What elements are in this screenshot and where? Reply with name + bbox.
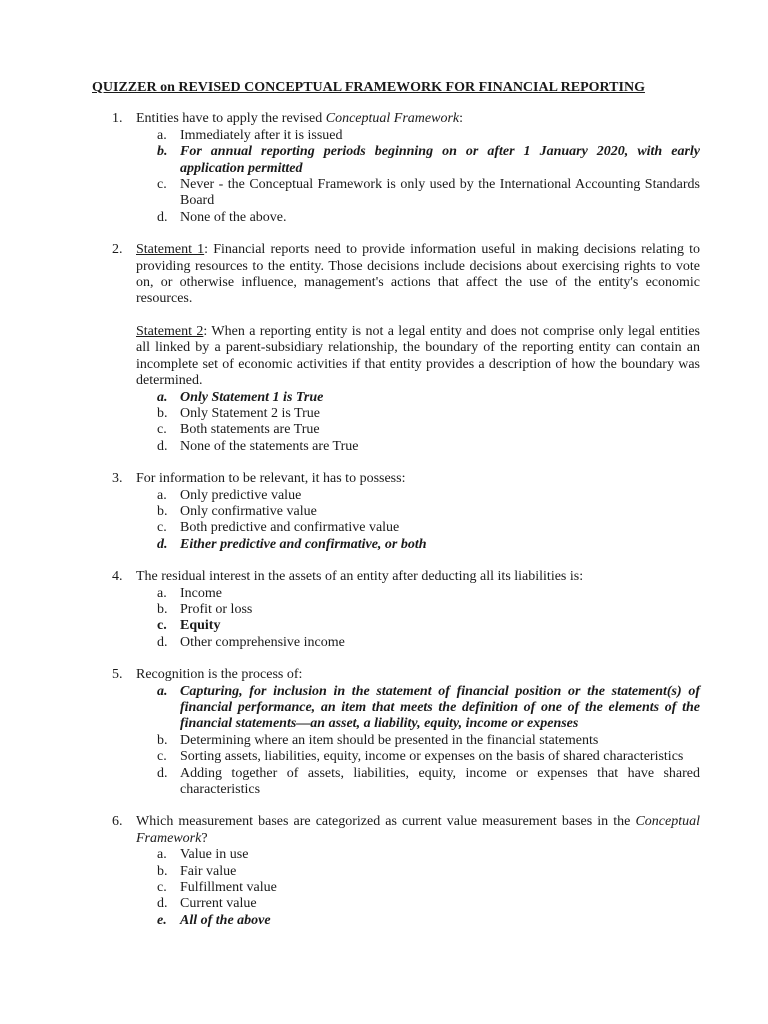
question-4 xyxy=(92,569,700,651)
option-letter: d. xyxy=(157,209,168,225)
option-letter: c. xyxy=(157,520,167,536)
option-letter: a. xyxy=(157,585,167,601)
option-d-answer xyxy=(136,537,700,553)
option-list xyxy=(136,390,700,456)
option-letter: a. xyxy=(157,847,167,863)
question-text xyxy=(136,814,700,847)
question-text: The residual interest in the assets of an entity after deducting all its liabilities is: xyxy=(136,569,584,585)
option-text: Current value xyxy=(180,896,257,912)
statement-2 xyxy=(136,324,700,390)
option-b xyxy=(136,864,700,880)
option-letter: d. xyxy=(157,896,168,912)
statement-text: : Financial reports need to provide information useful in making decisions relating to providing resources to the entity. Those decisions include decisions about exercising rights to vote on, or otherwise influence, management's actions that affect the use of the entity's economic resources. xyxy=(136,242,700,307)
option-text: Both predictive and confirmative value xyxy=(180,520,400,536)
question-text-italic: Conceptual Framework xyxy=(136,814,700,846)
option-letter: b. xyxy=(157,405,168,421)
option-letter: a. xyxy=(157,389,168,405)
option-a-answer xyxy=(136,684,700,733)
option-text: None of the statements are True xyxy=(180,438,359,454)
option-text: Either predictive and confirmative, or both xyxy=(180,536,427,552)
option-d xyxy=(136,766,700,799)
question-5 xyxy=(92,667,700,798)
option-d xyxy=(136,210,700,226)
option-a xyxy=(136,586,700,602)
option-letter: d. xyxy=(157,536,168,552)
option-letter: c. xyxy=(157,880,167,896)
question-text xyxy=(136,242,700,389)
option-a xyxy=(136,128,700,144)
option-b-answer xyxy=(136,144,700,177)
option-text: Other comprehensive income xyxy=(180,634,345,650)
option-text: Only Statement 2 is True xyxy=(180,405,321,421)
option-letter: a. xyxy=(157,127,167,143)
option-text: Value in use xyxy=(180,847,249,863)
question-1 xyxy=(92,111,700,226)
option-letter: b. xyxy=(157,732,168,748)
option-letter: b. xyxy=(157,144,168,160)
question-text-part: Entities have to apply the revised xyxy=(136,111,326,127)
statement-label: Statement 2 xyxy=(136,323,204,339)
question-number: 2. xyxy=(112,242,123,258)
option-letter: c. xyxy=(157,422,167,438)
option-letter: c. xyxy=(157,618,167,634)
question-2 xyxy=(92,242,700,455)
option-text: Both statements are True xyxy=(180,422,320,438)
option-list xyxy=(136,488,700,554)
option-letter: c. xyxy=(157,177,167,193)
option-list xyxy=(136,847,700,929)
option-b xyxy=(136,733,700,749)
option-letter: d. xyxy=(157,765,168,781)
option-text: Determining where an item should be presented in the financial statements xyxy=(180,732,599,748)
page-title: QUIZZER on REVISED CONCEPTUAL FRAMEWORK FOR FINANCIAL REPORTING xyxy=(92,80,645,95)
question-6 xyxy=(92,814,700,929)
statement-1 xyxy=(136,242,700,308)
option-text: Fulfillment value xyxy=(180,880,277,896)
option-letter: d. xyxy=(157,438,168,454)
option-text: Capturing, for inclusion in the statement of financial position or the statement(s) of financial performance, an item that meets the definition of one of the elements of the financial statements—an asset, a liability, equity, income or expenses xyxy=(180,683,700,732)
option-text: Only predictive value xyxy=(180,487,302,503)
option-text: Fair value xyxy=(180,863,237,879)
statement-text: : When a reporting entity is not a legal entity and does not comprise only legal entities all linked by a parent-subsidiary relationship, the boundary of the reporting entity can contain an incomplete set of economic activities if that entity provides a description of how the boundary was determined. xyxy=(136,323,700,389)
option-c xyxy=(136,749,700,765)
question-3 xyxy=(92,471,700,553)
option-text: Equity xyxy=(180,618,221,634)
option-c-answer xyxy=(136,618,700,634)
option-text: Income xyxy=(180,585,222,601)
option-text: For annual reporting periods beginning on or after 1 January 2020, with early application permitted xyxy=(180,144,700,176)
option-a xyxy=(136,488,700,504)
option-text: None of the above. xyxy=(180,209,287,225)
option-c xyxy=(136,880,700,896)
option-b xyxy=(136,602,700,618)
option-a xyxy=(136,847,700,863)
option-letter: b. xyxy=(157,503,168,519)
option-c xyxy=(136,177,700,210)
option-text: Only Statement 1 is True xyxy=(180,389,324,405)
question-text xyxy=(136,111,700,127)
option-b xyxy=(136,504,700,520)
option-letter: e. xyxy=(157,912,167,928)
question-number: 1. xyxy=(112,111,123,127)
question-text: For information to be relevant, it has to possess: xyxy=(136,471,406,487)
option-text: Adding together of assets, liabilities, equity, income or expenses that have shared characteristics xyxy=(180,765,700,798)
option-letter: a. xyxy=(157,487,167,503)
option-letter: b. xyxy=(157,863,168,879)
question-number: 4. xyxy=(112,569,123,585)
option-d xyxy=(136,635,700,651)
option-d xyxy=(136,439,700,455)
option-d xyxy=(136,896,700,912)
question-text: Recognition is the process of: xyxy=(136,667,303,683)
option-c xyxy=(136,520,700,536)
option-list xyxy=(136,684,700,799)
option-e-answer xyxy=(136,913,700,929)
question-text-part: ? xyxy=(201,830,208,846)
option-letter: a. xyxy=(157,683,168,699)
option-text: Sorting assets, liabilities, equity, income or expenses on the basis of shared characteristics xyxy=(180,749,684,765)
question-number: 6. xyxy=(112,814,123,830)
question-text-part: Which measurement bases are categorized as current value measurement bases in the xyxy=(136,814,636,830)
option-list xyxy=(136,586,700,652)
question-number: 3. xyxy=(112,471,123,487)
question-text-italic: Conceptual Framework xyxy=(325,111,460,127)
option-c xyxy=(136,422,700,438)
option-text: Never - the Conceptual Framework is only used by the International Accounting Standards Board xyxy=(180,177,700,209)
option-letter: c. xyxy=(157,749,167,765)
question-number: 5. xyxy=(112,667,123,683)
option-list xyxy=(136,128,700,226)
option-letter: d. xyxy=(157,634,168,650)
option-text: Profit or loss xyxy=(180,601,253,617)
option-text: All of the above xyxy=(180,912,271,928)
option-text: Only confirmative value xyxy=(180,503,317,519)
question-text-part: : xyxy=(459,111,463,127)
option-b xyxy=(136,406,700,422)
option-text: Immediately after it is issued xyxy=(180,127,343,143)
option-a-answer xyxy=(136,390,700,406)
option-letter: b. xyxy=(157,601,168,617)
statement-label: Statement 1 xyxy=(136,242,205,258)
